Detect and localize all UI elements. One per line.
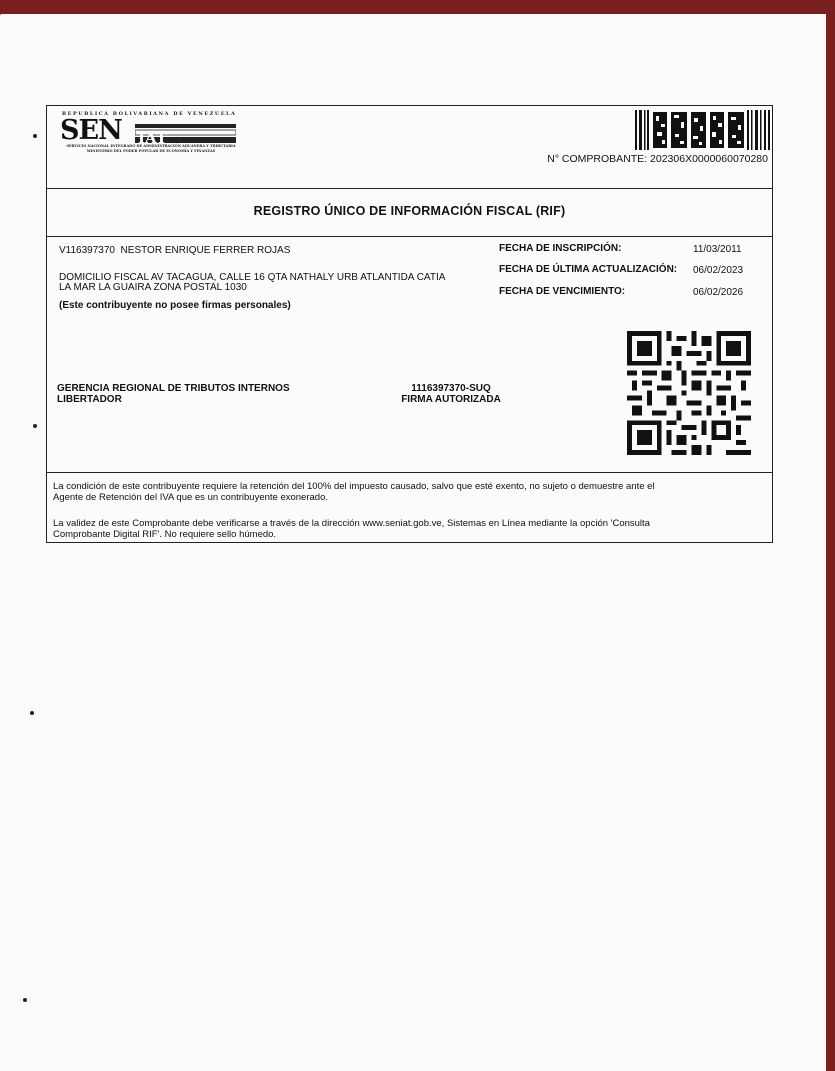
comprobante-value: 202306X0000060070280 [650,153,768,165]
signature-label: FIRMA AUTORIZADA [401,394,501,405]
rif-document [46,105,773,543]
validez-note-line2: Comprobante Digital RIF'. No requiere sello húmedo. [53,529,277,540]
comprobante-number [547,153,768,165]
taxpayer-id-line [59,245,290,256]
document-title: REGISTRO ÚNICO DE INFORMACIÓN FISCAL (RIF) [253,204,566,218]
qr-code-icon [627,331,751,455]
signature-code: 1116397370-SUQ [411,383,491,394]
logo-subtitle [62,144,240,153]
paper-sheet [0,14,826,1071]
title-row [47,188,772,237]
punch-hole [23,998,27,1002]
domicilio-line1: DOMICILIO FISCAL AV TACAGUA, CALLE 16 QTA NATHALY URB ATLANTIDA CATIA [59,272,446,283]
retencion-note [53,481,766,503]
taxpayer-name: NESTOR ENRIQUE FERRER ROJAS [120,245,291,256]
inscripcion-value: 11/03/2011 [693,244,742,255]
office-line1: GERENCIA REGIONAL DE TRIBUTOS INTERNOS [57,383,290,394]
actualizacion-value: 06/02/2023 [693,265,744,276]
punch-hole [33,134,37,138]
logo-sub-line1: SERVICIO NACIONAL INTEGRADO DE ADMINISTRACIÓN ADUANERA Y TRIBUTARIA [66,144,236,148]
logo-flag-text: IAT [138,129,167,144]
logo-sub-line2: MINISTERIO DEL PODER POPULAR DE ECONOMÍA Y FINANZAS [86,148,216,153]
barcode-icon [635,110,770,150]
flag-logo-icon [135,124,236,144]
seniat-logo-flag [135,124,236,144]
document-header [47,106,772,189]
punch-hole [30,711,34,715]
seniat-logo-word: SEN [60,115,122,146]
comprobante-label: N° COMPROBANTE: [547,153,648,165]
actualizacion-label: FECHA DE ÚLTIMA ACTUALIZACIÓN: [499,264,678,275]
retencion-note-line2: Agente de Retención del IVA que es un contribuyente exonerado. [53,492,328,503]
notes-section [47,472,772,543]
punch-hole [33,424,37,428]
firmas-note: (Este contribuyente no posee firmas personales) [59,300,291,311]
validez-note-line1: La validez de este Comprobante debe verificarse a través de la dirección www.seniat.gob.ve, Sistemas en Línea mediante la opción 'Consulta [53,518,650,529]
inscripcion-label: FECHA DE INSCRIPCIÓN: [499,243,622,254]
logo-top-text: REPUBLICA BOLIVARIANA DE VENEZUELA [62,111,237,117]
taxpayer-rif: V116397370 [59,245,115,256]
domicilio-line2: LA MAR LA GUAIRA ZONA POSTAL 1030 [59,282,247,293]
retencion-note-line1: La condición de este contribuyente requiere la retención del 100% del impuesto causado, salvo que esté exento, no sujeto o demuestre ante el [53,481,655,492]
vencimiento-value: 06/02/2026 [693,287,744,298]
vencimiento-label: FECHA DE VENCIMIENTO: [499,286,626,297]
office-line2: LIBERTADOR [57,394,122,405]
validez-note [53,518,766,540]
